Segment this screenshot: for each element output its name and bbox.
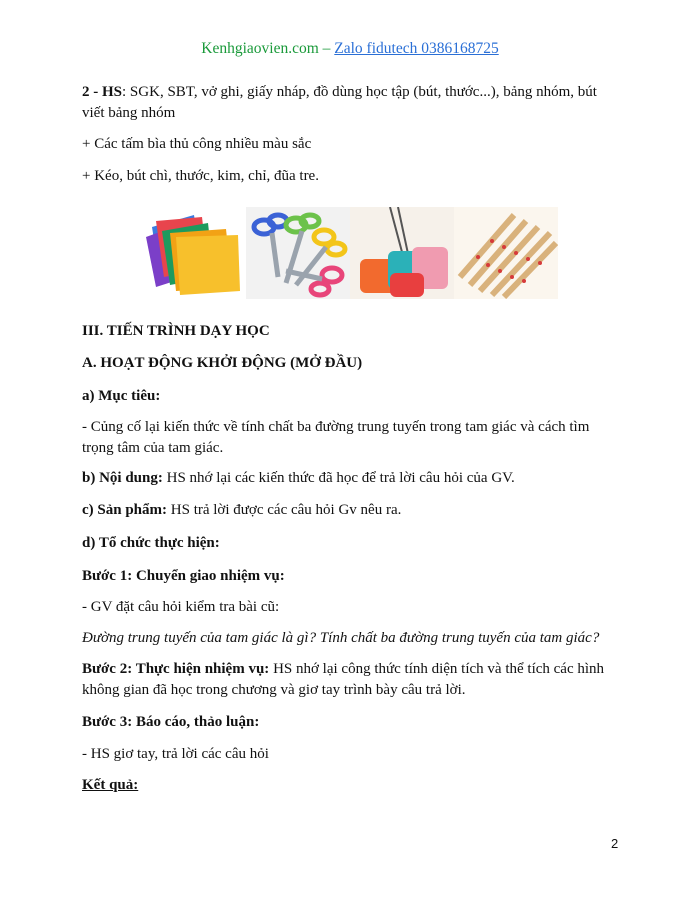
header-separator: –: [318, 40, 335, 57]
step1-text: - GV đặt câu hỏi kiểm tra bài cũ:: [82, 599, 280, 615]
material-item-1: + Các tấm bìa thủ công nhiều màu sắc: [82, 136, 312, 152]
bamboo-sticks-image: [454, 207, 558, 299]
product-label: c) Sản phẩm:: [82, 502, 168, 518]
page-number: 2: [611, 836, 619, 851]
colored-paper-image: [142, 207, 246, 299]
materials-image-strip: [142, 207, 558, 299]
result-label: Kết quả:: [82, 777, 139, 793]
hs-text: : SGK, SBT, vở ghi, giấy nháp, đồ dùng học tập (bút, thước...), bảng nhóm, bút viết bảng nhóm: [82, 84, 597, 121]
content-text: HS nhớ lại các kiến thức đã học để trả lời câu hỏi của GV.: [162, 470, 515, 486]
materials-paragraph: [82, 82, 622, 124]
zalo-link[interactable]: Zalo fidutech 0386168725: [334, 40, 499, 57]
material-item-2: + Kéo, bút chì, thước, kim, chỉ, đũa tre.: [82, 168, 319, 184]
step3-label: Bước 3: Báo cáo, thảo luận:: [82, 714, 260, 730]
content-paragraph: [82, 468, 622, 489]
thread-spools-image: [350, 207, 454, 299]
section-title: III. TIẾN TRÌNH DẠY HỌC: [82, 323, 270, 339]
scissors-image: [246, 207, 350, 299]
step2-text: HS nhớ lại công thức tính diện tích và thể tích các hình không gian đã học trong chương và giơ tay trình bày câu trả lời.: [82, 661, 605, 698]
step2-label: Bước 2: Thực hiện nhiệm vụ:: [82, 661, 270, 677]
page-header: [0, 40, 700, 58]
organization-label: d) Tổ chức thực hiện:: [82, 535, 220, 551]
product-paragraph: [82, 500, 622, 521]
objective-text: - Củng cố lại kiến thức về tính chất ba đường trung tuyến trong tam giác và cách tìm trọng tâm của tam giác.: [82, 419, 590, 456]
step1-question: Đường trung tuyến của tam giác là gì? Tính chất ba đường trung tuyến của tam giác?: [82, 630, 600, 646]
site-link[interactable]: Kenhgiaovien.com: [201, 40, 319, 57]
content-label: b) Nội dung:: [82, 470, 163, 486]
product-text: HS trả lời được các câu hỏi Gv nêu ra.: [167, 502, 402, 518]
step3-text: - HS giơ tay, trả lời các câu hỏi: [82, 746, 269, 762]
activity-title: A. HOẠT ĐỘNG KHỞI ĐỘNG (MỞ ĐẦU): [82, 355, 363, 371]
step1-label: Bước 1: Chuyển giao nhiệm vụ:: [82, 568, 285, 584]
hs-label: 2 - HS: [82, 84, 123, 100]
step2-paragraph: [82, 659, 622, 701]
objective-label: a) Mục tiêu:: [82, 388, 161, 404]
